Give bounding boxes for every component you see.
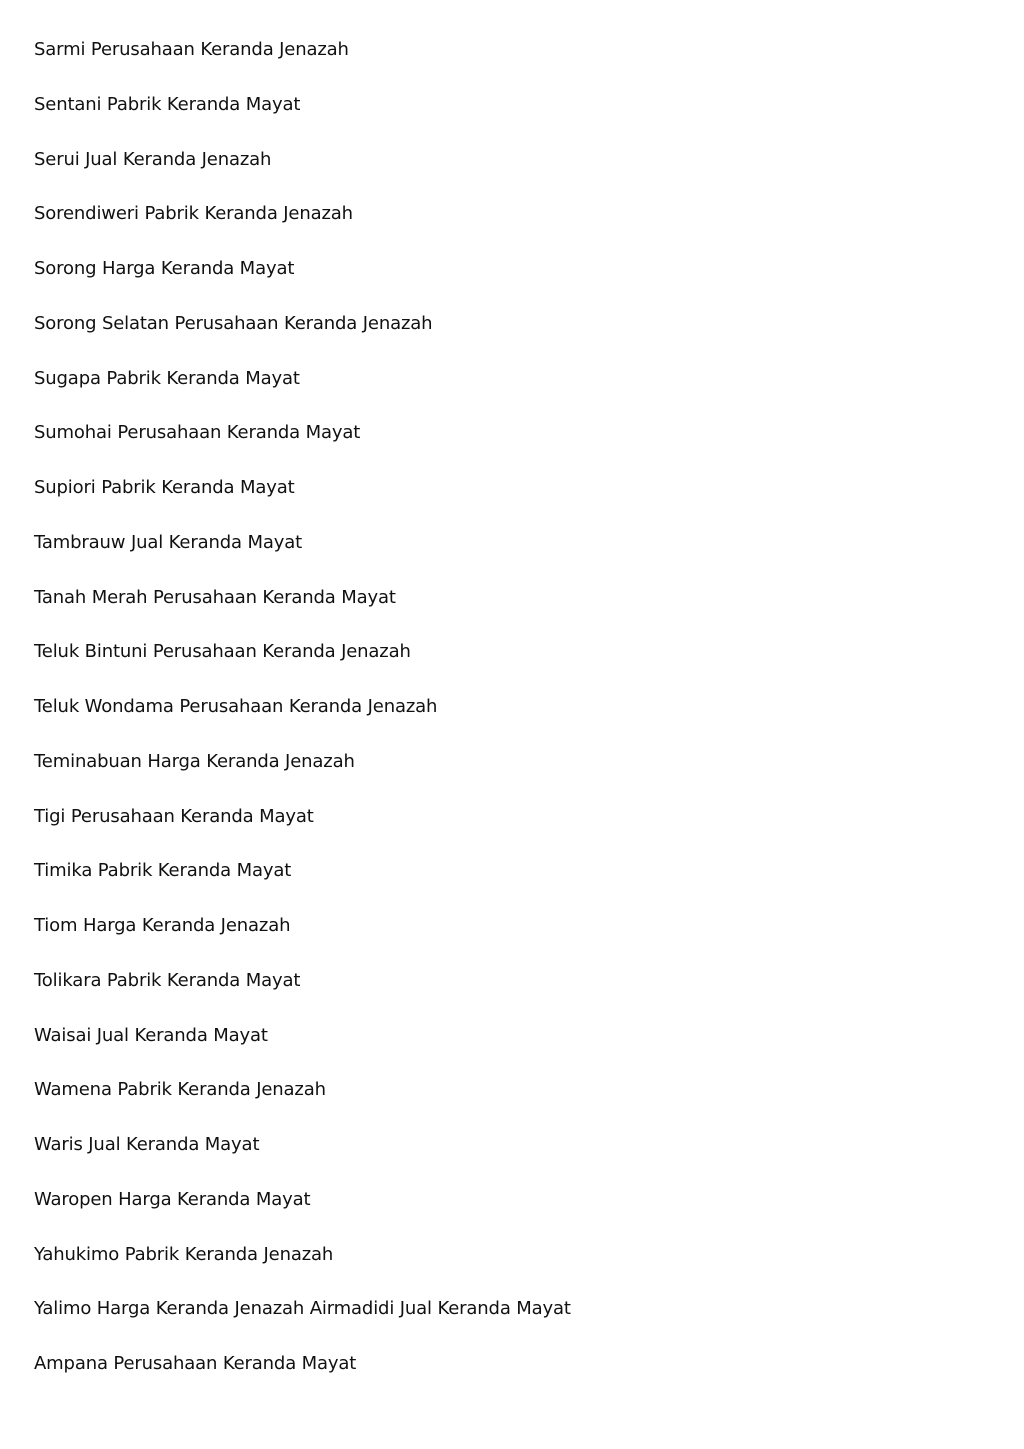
text-line: Yalimo Harga Keranda Jenazah Airmadidi Jual Keranda Mayat xyxy=(34,1298,571,1320)
text-line: Waisai Jual Keranda Mayat xyxy=(34,1024,268,1046)
text-line: Ampana Perusahaan Keranda Mayat xyxy=(34,1353,357,1374)
text-line: Teluk Wondama Perusahaan Keranda Jenazah xyxy=(34,696,438,717)
text-line: Serui Jual Keranda Jenazah xyxy=(34,148,272,170)
text-line: Tigi Perusahaan Keranda Mayat xyxy=(34,805,314,827)
text-line: Sorendiweri Pabrik Keranda Jenazah xyxy=(34,203,353,225)
text-line: Waropen Harga Keranda Mayat xyxy=(34,1188,311,1210)
text-line: Sugapa Pabrik Keranda Mayat xyxy=(34,367,300,389)
text-line: Timika Pabrik Keranda Mayat xyxy=(34,860,292,882)
text-line: Teminabuan Harga Keranda Jenazah xyxy=(34,750,355,772)
text-line: Tambrauw Jual Keranda Mayat xyxy=(34,531,303,553)
text-line: Tiom Harga Keranda Jenazah xyxy=(34,915,291,936)
text-line: Tanah Merah Perusahaan Keranda Mayat xyxy=(34,586,396,608)
text-line-list xyxy=(34,36,984,1405)
text-line: Sorong Harga Keranda Mayat xyxy=(34,258,295,279)
text-line: Supiori Pabrik Keranda Mayat xyxy=(34,477,295,498)
text-line: Yahukimo Pabrik Keranda Jenazah xyxy=(34,1243,334,1265)
text-line: Sarmi Perusahaan Keranda Jenazah xyxy=(34,39,349,60)
text-line: Tolikara Pabrik Keranda Mayat xyxy=(34,969,301,991)
text-line: Waris Jual Keranda Mayat xyxy=(34,1134,260,1155)
text-line: Wamena Pabrik Keranda Jenazah xyxy=(34,1079,326,1101)
text-line: Sentani Pabrik Keranda Mayat xyxy=(34,93,301,115)
text-line: Sorong Selatan Perusahaan Keranda Jenazah xyxy=(34,312,433,334)
text-line: Sumohai Perusahaan Keranda Mayat xyxy=(34,422,361,444)
text-line: Teluk Bintuni Perusahaan Keranda Jenazah xyxy=(34,641,411,663)
